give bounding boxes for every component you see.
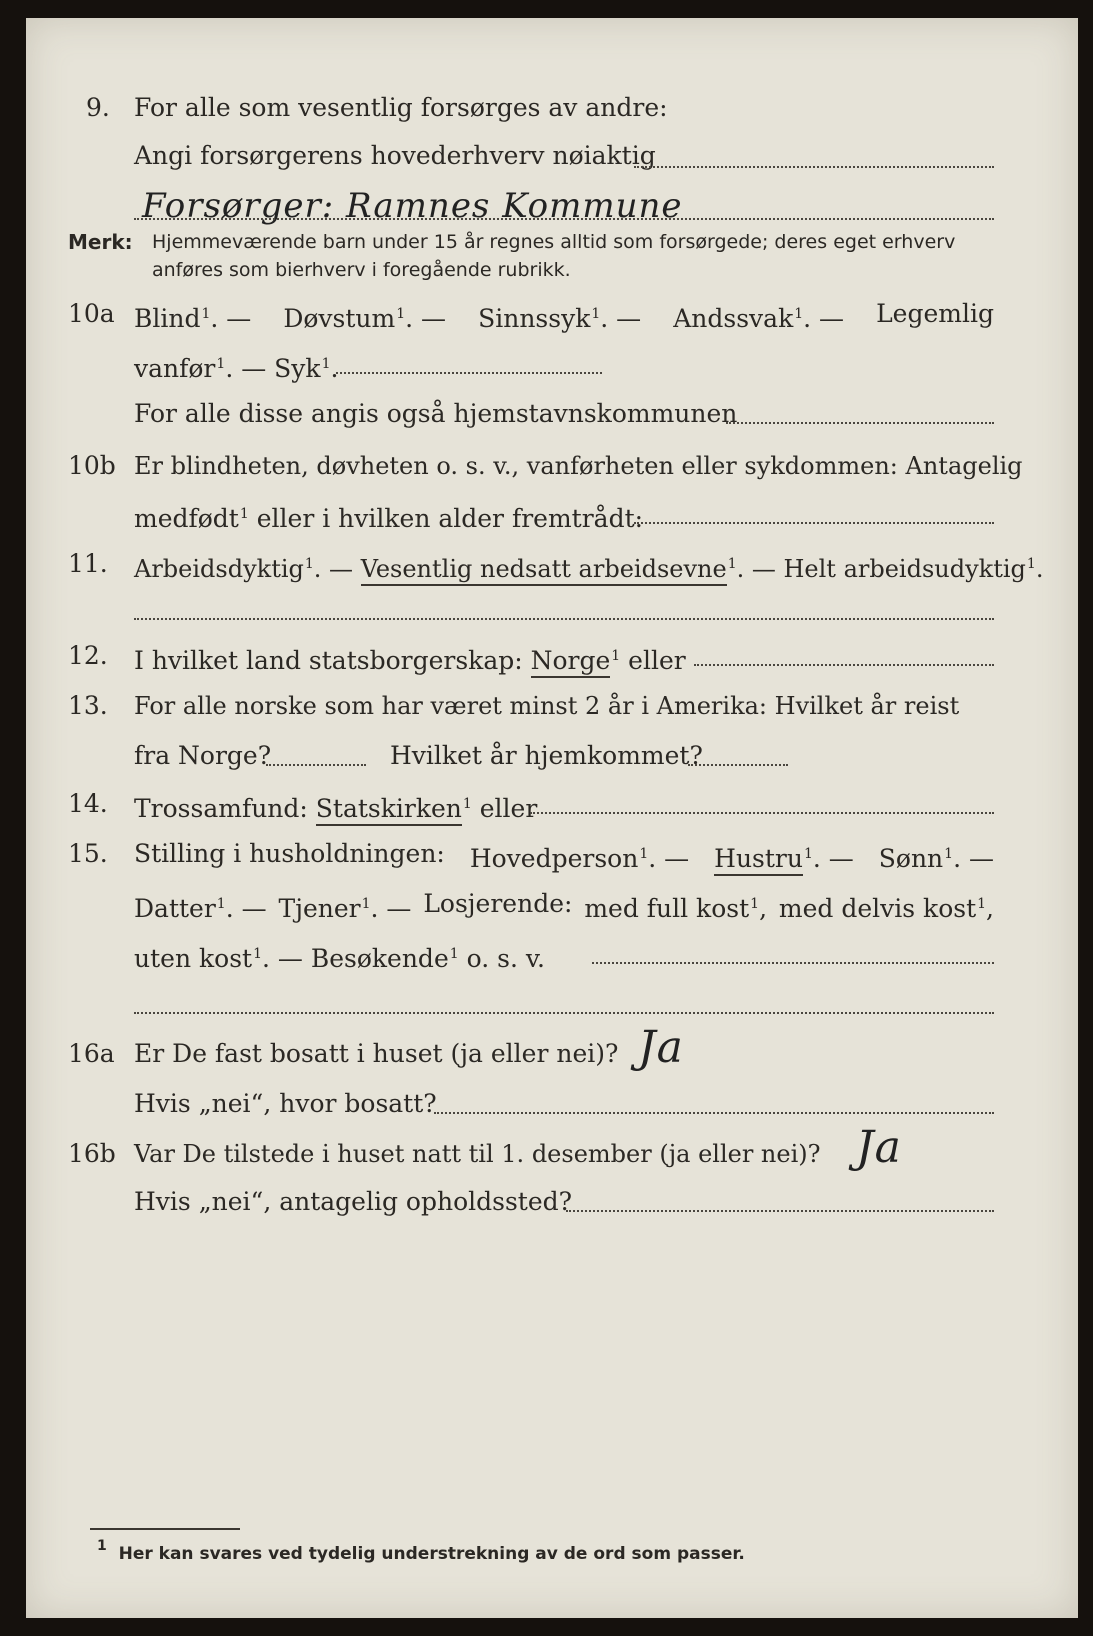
underlined-answer: Hustru [714,844,803,876]
question-10b-line2: medfødt$^1$ eller i hvilken alder fremtrådt: [134,504,644,533]
footnote-rule [90,1528,240,1530]
answer-line [592,962,994,964]
answer-line [688,764,788,766]
handwritten-answer-16b: Ja [856,1122,902,1173]
option-andssvak: Andssvak$^1$. — [673,304,845,333]
question-10b-number: 10b [68,451,116,480]
footnote-mark: 1 [97,1538,107,1554]
question-13-line2: fra Norge? [134,741,272,770]
question-16b-line1: Var De tilstede i huset natt til 1. desember (ja eller nei)? [134,1140,821,1168]
option-dovstum: Døvstum$^1$. — [283,304,447,333]
question-16a-line1: Er De fast bosatt i huset (ja eller nei)? [134,1039,619,1068]
answer-line [434,1112,994,1114]
answer-line [566,1210,994,1212]
question-16b-line2: Hvis „nei“, antagelig opholdssted? [134,1187,573,1216]
answer-line [634,166,994,168]
option-blind: Blind$^1$. — [134,304,252,333]
question-14-number: 14. [68,789,108,818]
question-10a-line2: vanfør$^1$. — Syk$^1$. [134,354,339,383]
question-11-number: 11. [68,549,108,578]
question-10a-line3: For alle disse angis også hjemstavnskommunen [134,399,738,428]
question-11-line1: Arbeidsdyktig$^1$. — Vesentlig nedsatt arbeidsevne$^1$. — Helt arbeidsudyktig$^1$. [134,548,1043,585]
question-9-line2: Angi forsørgerens hovederhverv nøiaktig [134,141,656,170]
underlined-answer: Statskirken [316,794,462,826]
question-9-line1: For alle som vesentlig forsørges av andre: [134,93,668,122]
underlined-answer: Vesentlig nedsatt arbeidsevne [361,555,727,586]
handwritten-answer-9: Forsørger: Ramnes Kommune [142,186,683,226]
handwritten-answer-16a: Ja [638,1022,684,1073]
footnote [96,1538,745,1564]
question-10b-line1: Er blindheten, døvheten o. s. v., vanførheten eller sykdommen: Antagelig [134,452,1023,480]
answer-line [530,812,994,814]
question-10a-number: 10a [68,299,115,328]
question-15-line2: Datter$^1$. — Tjener$^1$. — Losjerende: med full kost$^1$, med delvis kost$^1$, [134,889,994,923]
answer-line [134,218,994,220]
answer-line [726,422,994,424]
underlined-answer: Norge [531,646,611,678]
option-sinnssyk: Sinnssyk$^1$. — [478,304,642,333]
census-form-page [26,18,1078,1618]
answer-line [134,618,994,620]
question-15-number: 15. [68,839,108,868]
question-9-number: 9. [86,93,110,122]
answer-line [336,372,602,374]
question-12-line1: I hvilket land statsborgerskap: Norge$^1$ eller [134,640,686,677]
merk-label: Merk: [68,230,133,254]
question-10a-line1 [134,298,994,335]
answer-line [134,1012,994,1014]
question-13-number: 13. [68,691,108,720]
question-14-line1: Trossamfund: Statskirken$^1$ eller [134,788,537,825]
question-15-line3: uten kost$^1$. — Besøkende$^1$ o. s. v. [134,944,545,973]
option-legemlig: Legemlig [876,299,994,328]
question-16a-number: 16a [68,1039,115,1068]
footnote-text: Her kan svares ved tydelig understrekning av de ord som passer. [118,1544,745,1564]
answer-line [634,522,994,524]
answer-line [694,664,994,666]
question-12-number: 12. [68,641,108,670]
question-16a-line2: Hvis „nei“, hvor bosatt? [134,1089,437,1118]
question-16b-number: 16b [68,1139,116,1168]
question-13-line1: For alle norske som har været minst 2 år i Amerika: Hvilket år reist [134,692,960,720]
question-13-hjemkommet: Hvilket år hjemkommet? [390,741,703,770]
merk-text: Hjemmeværende barn under 15 år regnes alltid som forsørgede; deres eget erhverv anføres som bierhverv i foregående rubrikk. [152,231,956,281]
answer-line [266,764,366,766]
question-15-line1: Stilling i husholdningen: Hovedperson$^1$. — Hustru$^1$. — Sønn$^1$. — [134,838,994,875]
